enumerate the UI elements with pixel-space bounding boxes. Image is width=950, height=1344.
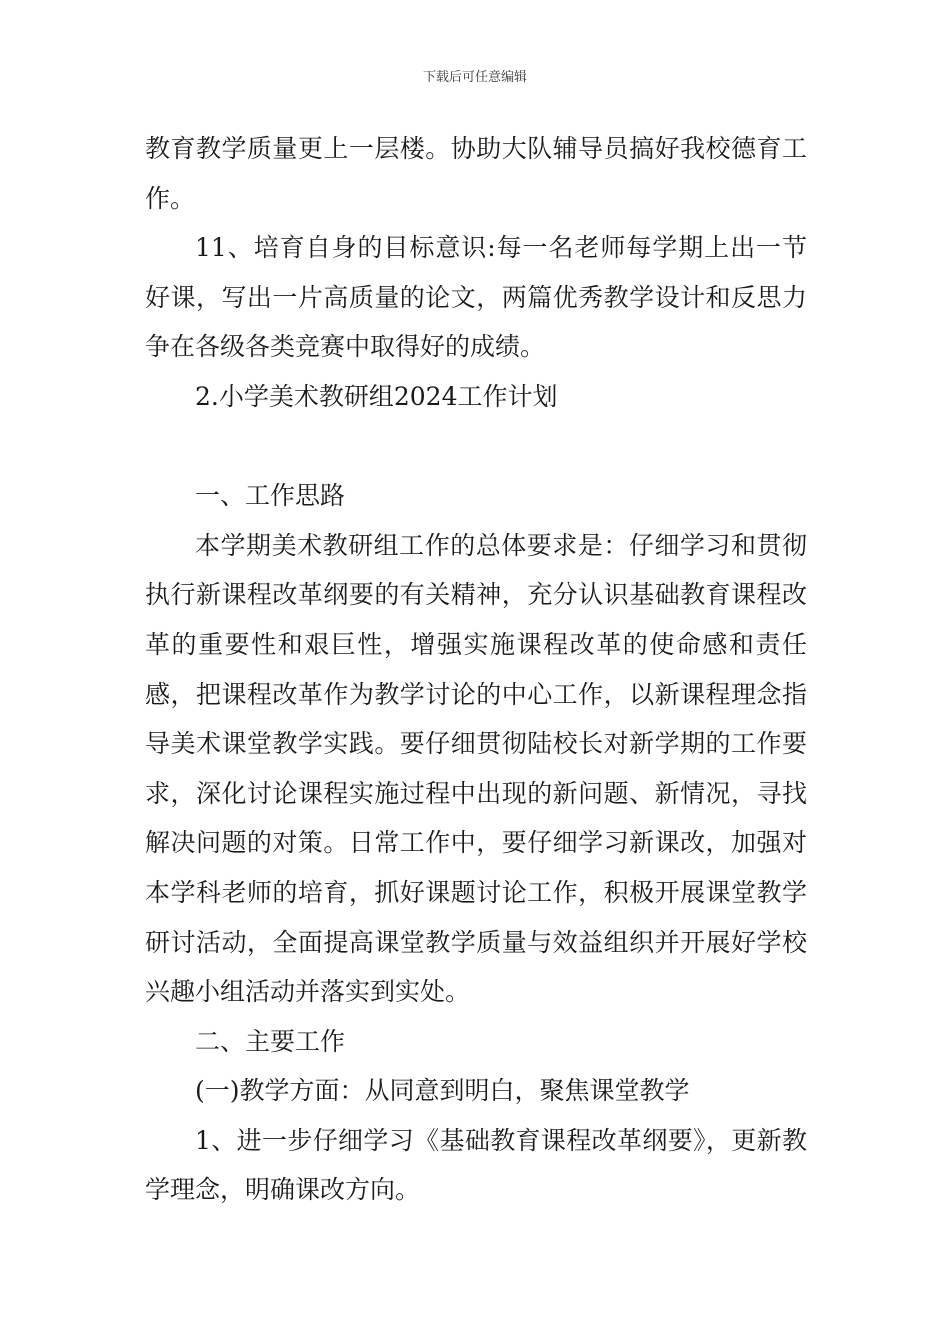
header-note: 下载后可任意编辑: [422, 70, 527, 85]
heading-work-ideas: 一、工作思路: [195, 481, 346, 511]
blank-line: [145, 422, 807, 472]
subheading-teaching: (一)教学方面：从同意到明白，聚焦课堂教学: [195, 1076, 690, 1106]
heading-main-work: 二、主要工作: [195, 1026, 346, 1056]
document-body: [145, 124, 807, 1215]
paragraph-continuation: 教育教学质量更上一层楼。协助大队辅导员搞好我校德育工作。: [145, 134, 807, 213]
paragraph-item-1: 1、进一步仔细学习《基础教育课程改革纲要》，更新教学理念，明确课改方向。: [145, 1125, 807, 1205]
paragraph-item-11: 11、培育自身的目标意识:每一名老师每学期上出一节好课，写出一片高质量的论文，两篇优秀教学设计和反思力争在各级各类竞赛中取得好的成绩。: [145, 233, 807, 362]
section-title: 2.小学美术教研组2024工作计划: [195, 381, 558, 411]
paragraph-overall-requirements: 本学期美术教研组工作的总体要求是：仔细学习和贯彻执行新课程改革纲要的有关精神，充分认识基础教育课程改革的重要性和艰巨性，增强实施课程改革的使命感和责任感，把课程改革作为教学讨论的中心工作，以新课程理念指导美术课堂教学实践。要仔细贯彻陆校长对新学期的工作要求，深化讨论课程实施过程中出现的新问题、新情况，寻找解决问题的对策。日常工作中，要仔细学习新课改，加强对本学科老师的培育，抓好课题讨论工作，积极开展课堂教学研讨活动，全面提高课堂教学质量与效益组织并开展好学校兴趣小组活动并落实到实处。: [145, 530, 807, 1007]
